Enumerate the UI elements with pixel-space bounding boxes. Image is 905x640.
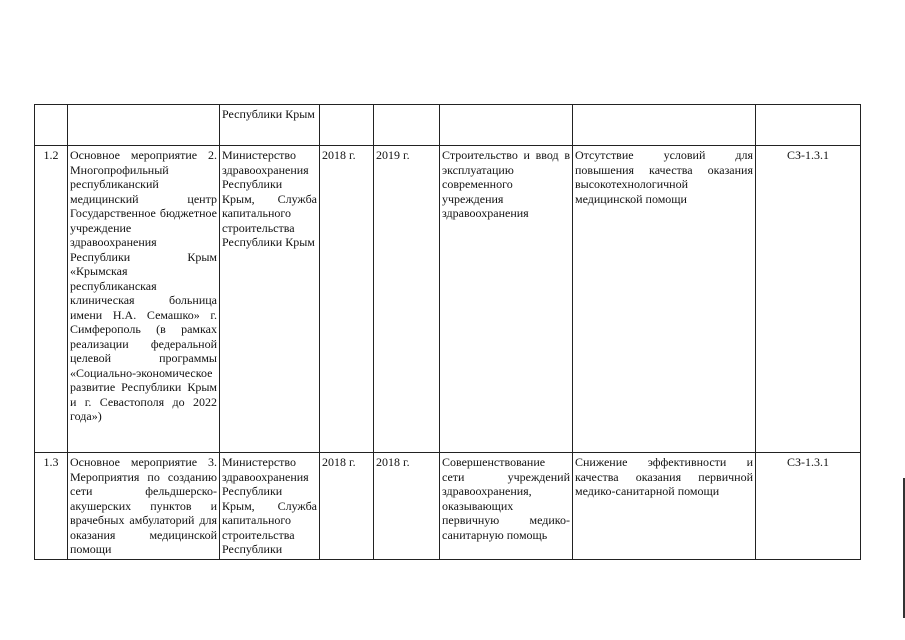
cell-end: 2018 г. — [374, 453, 440, 560]
program-measures-table — [34, 104, 861, 560]
cell-end — [374, 105, 440, 146]
cell-link: СЗ-1.3.1 — [756, 453, 861, 560]
cell-name — [68, 105, 220, 146]
cell-consequences — [573, 105, 756, 146]
cell-link — [756, 105, 861, 146]
cell-result — [440, 105, 573, 146]
cell-start: 2018 г. — [320, 453, 374, 560]
cell-num: 1.3 — [35, 453, 68, 560]
cell-consequences: Отсутствие условий для повышения качества оказания высокотехнологичной медицинской помощи — [573, 146, 756, 453]
table-row-continuation — [35, 105, 861, 146]
cell-executor: Министерство здравоохранения Республики Крым, Служба капитального строительства Республики Крым — [220, 146, 320, 453]
cell-start — [320, 105, 374, 146]
cell-link: СЗ-1.3.1 — [756, 146, 861, 453]
cell-name: Основное мероприятие 2. Многопрофильный республиканский медицинский центр Государственное бюджетное учреждение здравоохранения Республики Крым «Крымская республиканская клиническая больница имени Н.А. Семашко» г. Симферополь (в рамках реализации федеральной целевой программы «Социально-экономическое развитие Республики Крым и г. Севастополя до 2022 года») — [68, 146, 220, 453]
cell-name: Основное мероприятие 3. Мероприятия по созданию сети фельдшерско-акушерских пунктов и врачебных амбулаторий для оказания медицинской помощи — [68, 453, 220, 560]
cell-executor: Министерство здравоохранения Республики Крым, Служба капитального строительства Республики — [220, 453, 320, 560]
cell-executor: Республики Крым — [220, 105, 320, 146]
cell-num — [35, 105, 68, 146]
cell-consequences: Снижение эффективности и качества оказания первичной медико-санитарной помощи — [573, 453, 756, 560]
cell-result: Строительство и ввод в эксплуатацию современного учреждения здравоохранения — [440, 146, 573, 453]
cell-start: 2018 г. — [320, 146, 374, 453]
table-row — [35, 146, 861, 453]
cell-result: Совершенствование сети учреждений здравоохранения, оказывающих первичную медико-санитарную помощь — [440, 453, 573, 560]
table-row — [35, 453, 861, 560]
cell-num: 1.2 — [35, 146, 68, 453]
cell-end: 2019 г. — [374, 146, 440, 453]
